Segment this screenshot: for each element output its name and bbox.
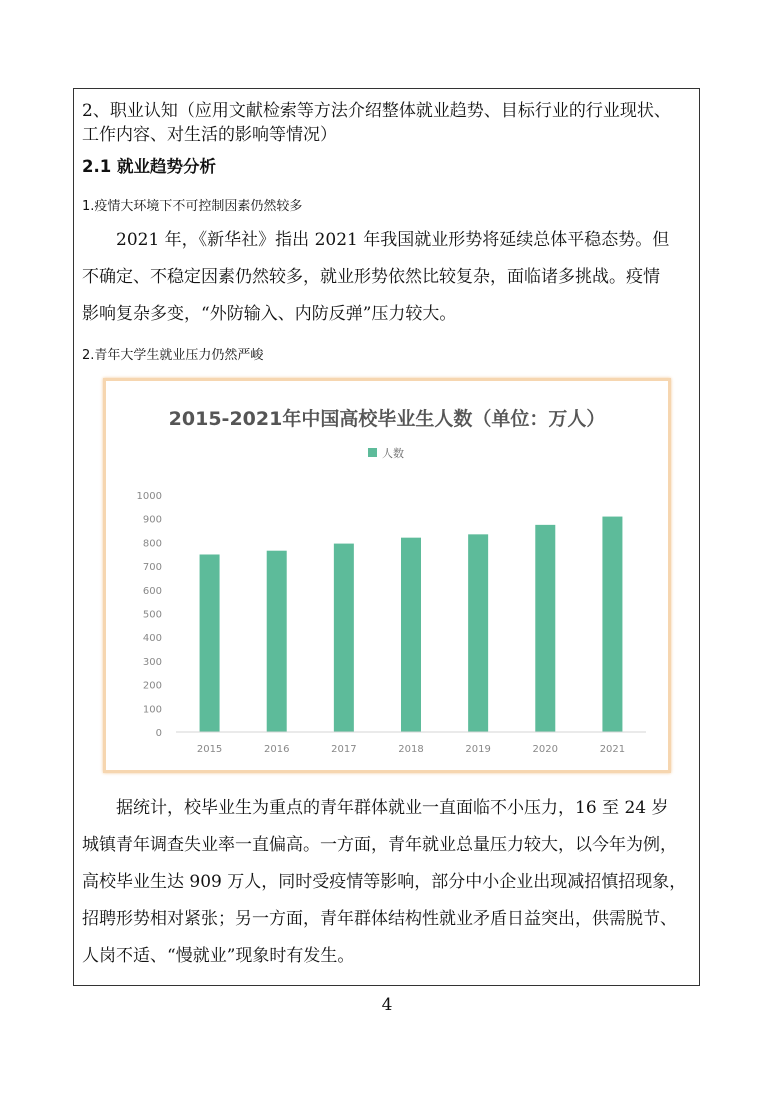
bar-2019: [468, 534, 488, 732]
paragraph-1-line-1: 2021 年，《新华社》指出 2021 年我国就业形势将延续总体平稳态势。但: [116, 230, 670, 250]
chart-title: 2015-2021年中国高校毕业生人数（单位：万人）: [168, 408, 606, 430]
intro-line-2: 工作内容、对生活的影响等情况）: [82, 125, 337, 145]
x-tick-label: 2021: [599, 744, 626, 755]
y-tick-label: 600: [142, 585, 162, 597]
y-tick-label: 500: [142, 609, 162, 621]
bar-2015: [200, 554, 220, 732]
x-tick-label: 2016: [263, 744, 290, 755]
subheading-2: 2.青年大学生就业压力仍然严峻: [82, 348, 264, 363]
y-tick-label: 0: [155, 728, 162, 739]
y-tick-label: 300: [142, 656, 162, 668]
x-tick-label: 2015: [196, 744, 223, 755]
section-heading: 2.1 就业趋势分析: [82, 157, 216, 176]
bar-2020: [535, 525, 555, 732]
x-tick-label: 2017: [331, 744, 357, 755]
y-tick-label: 700: [142, 562, 162, 574]
y-tick-label: 1000: [136, 491, 162, 502]
x-tick-label: 2018: [398, 744, 424, 755]
y-tick-label: 800: [142, 538, 162, 550]
page-number: 4: [381, 995, 393, 1015]
x-axis: [176, 732, 646, 755]
legend-label: 人数: [382, 447, 404, 460]
paragraph-2-line-4: 招聘形势相对紧张；另一方面，青年群体结构性就业矛盾日益突出，供需脱节、: [82, 909, 677, 929]
bar-2017: [334, 544, 354, 732]
subheading-1: 1.疫情大环境下不可控制因素仍然较多: [82, 199, 303, 214]
chart-figure: [103, 378, 671, 773]
bars: [200, 517, 623, 732]
paragraph-1-line-2: 不确定、不稳定因素仍然较多，就业形势依然比较复杂，面临诸多挑战。疫情: [82, 267, 660, 287]
y-tick-label: 400: [142, 633, 162, 645]
paragraph-2-line-2: 城镇青年调查失业率一直偏高。一方面，青年就业总量压力较大，以今年为例，: [82, 835, 677, 855]
intro-line-1: 2、职业认知（应用文献检索等方法介绍整体就业趋势、目标行业的行业现状、: [82, 101, 671, 121]
x-tick-label: 2019: [465, 744, 491, 755]
bar-2018: [401, 538, 421, 732]
y-axis: [137, 491, 162, 739]
paragraph-1-line-3: 影响复杂多变，“外防输入、内防反弹”压力较大。: [82, 304, 457, 324]
paragraph-2-line-5: 人岗不适、“慢就业”现象时有发生。: [82, 946, 355, 966]
paragraph-2-line-1: 据统计，校毕业生为重点的青年群体就业一直面临不小压力，16 至 24 岁: [116, 798, 669, 818]
x-tick-label: 2020: [532, 744, 559, 755]
y-tick-label: 900: [142, 514, 162, 526]
y-tick-label: 100: [142, 704, 162, 716]
y-tick-label: 200: [142, 680, 162, 692]
bar-2016: [267, 551, 287, 732]
bar-2021: [602, 517, 622, 732]
legend-swatch: [368, 448, 377, 457]
bar-chart: [106, 381, 668, 770]
paragraph-2-line-3: 高校毕业生达 909 万人，同时受疫情等影响，部分中小企业出现减招慎招现象，: [82, 872, 687, 892]
